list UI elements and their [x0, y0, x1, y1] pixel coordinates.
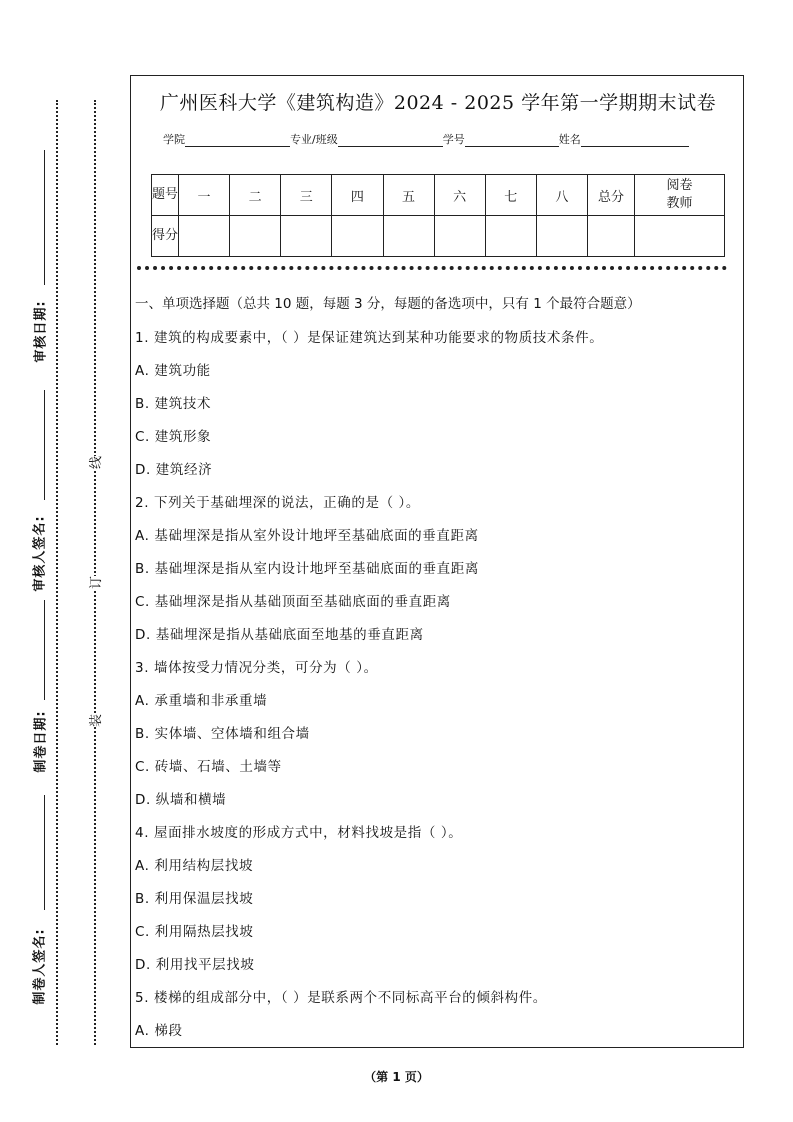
score-cell-total[interactable] [588, 216, 635, 257]
college-label: 学院 [163, 133, 185, 146]
score-col-6: 六 [434, 175, 485, 216]
college-field[interactable] [185, 134, 290, 147]
seal-line-char: 线 [82, 456, 107, 469]
name-label: 姓名 [558, 133, 581, 146]
question-3-option-c: C. 砖墙、石墙、土墙等 [135, 759, 282, 775]
binding-dotted-line-inner [94, 100, 96, 1045]
question-2-option-d: D. 基础埋深是指从基础底面至地基的垂直距离 [135, 627, 424, 643]
name-field[interactable] [581, 134, 689, 147]
paper-maker-signature-label: 制卷人签名: [27, 928, 50, 1004]
score-table-score-row [152, 216, 725, 257]
score-cell-3[interactable] [281, 216, 332, 257]
question-1-option-a: A. 建筑功能 [135, 363, 211, 379]
question-3-option-a: A. 承重墙和非承重墙 [135, 693, 268, 709]
question-4-option-c: C. 利用隔热层找坡 [135, 924, 254, 940]
exam-paper-frame [130, 75, 744, 1048]
score-cell-reviewer[interactable] [635, 216, 725, 257]
review-date-blank[interactable] [44, 150, 45, 285]
question-3-stem: 3. 墙体按受力情况分类，可分为（ ）。 [135, 660, 378, 676]
score-col-7: 七 [485, 175, 536, 216]
major-class-label: 专业/班级 [290, 133, 338, 146]
question-4-stem: 4. 屋面排水坡度的形成方式中，材料找坡是指（ ）。 [135, 825, 463, 841]
question-2-option-b: B. 基础埋深是指从室内设计地坪至基础底面的垂直距离 [135, 561, 479, 577]
question-5-stem: 5. 楼梯的组成部分中，（ ）是联系两个不同标高平台的倾斜构件。 [135, 990, 547, 1006]
student-id-label: 学号 [442, 133, 465, 146]
score-cell-4[interactable] [332, 216, 383, 257]
score-col-3: 三 [281, 175, 332, 216]
score-cell-8[interactable] [536, 216, 587, 257]
seal-staple-char: 装 [82, 714, 107, 727]
question-1-option-d: D. 建筑经济 [135, 462, 213, 478]
paper-date-label: 制卷日期: [28, 710, 51, 772]
score-col-2: 二 [230, 175, 281, 216]
major-class-field[interactable] [338, 134, 443, 147]
student-info-row [163, 131, 689, 147]
score-col-5: 五 [383, 175, 434, 216]
question-number-label: 题号 [152, 175, 179, 216]
score-cell-2[interactable] [230, 216, 281, 257]
question-1-option-b: B. 建筑技术 [135, 396, 212, 412]
reviewer-signature-blank[interactable] [44, 390, 45, 500]
score-cell-7[interactable] [485, 216, 536, 257]
seal-bind-char: 订 [82, 576, 107, 589]
score-table [151, 174, 725, 257]
paper-date-blank[interactable] [44, 600, 45, 700]
score-cell-1[interactable] [179, 216, 230, 257]
score-cell-6[interactable] [434, 216, 485, 257]
review-date-label: 审核日期: [28, 300, 51, 362]
section-heading: 一、单项选择题（总共 10 题，每题 3 分，每题的备选项中，只有 1 个最符合题意） [135, 296, 641, 312]
question-3-option-b: B. 实体墙、空体墙和组合墙 [135, 726, 310, 742]
score-col-8: 八 [536, 175, 587, 216]
question-2-option-a: A. 基础埋深是指从室外设计地坪至基础底面的垂直距离 [135, 528, 479, 544]
student-id-field[interactable] [465, 134, 559, 147]
exam-title: 广州医科大学《建筑构造》2024 - 2025 学年第一学期期末试卷 [159, 92, 717, 114]
binding-dotted-line-outer [56, 100, 58, 1045]
dotted-separator [137, 266, 727, 270]
score-col-4: 四 [332, 175, 383, 216]
reviewer-signature-label: 审核人签名: [27, 515, 50, 591]
score-col-total: 总分 [588, 175, 635, 216]
question-4-option-d: D. 利用找平层找坡 [135, 957, 255, 973]
question-list [135, 326, 603, 1052]
score-table-header-row [152, 175, 725, 216]
score-cell-5[interactable] [383, 216, 434, 257]
question-5-option-a: A. 梯段 [135, 1023, 183, 1039]
question-1-option-c: C. 建筑形象 [135, 429, 212, 445]
question-4-option-a: A. 利用结构层找坡 [135, 858, 254, 874]
question-1-stem: 1. 建筑的构成要素中，（ ）是保证建筑达到某种功能要求的物质技术条件。 [135, 330, 604, 346]
question-3-option-d: D. 纵墙和横墙 [135, 792, 227, 808]
question-2-option-c: C. 基础埋深是指从基础顶面至基础底面的垂直距离 [135, 594, 451, 610]
question-4-option-b: B. 利用保温层找坡 [135, 891, 254, 907]
page-number: （第 1 页） [364, 1070, 429, 1084]
question-2-stem: 2. 下列关于基础埋深的说法，正确的是（ ）。 [135, 495, 421, 511]
reviewer-label: 阅卷教师 [635, 175, 725, 216]
score-label: 得分 [152, 216, 179, 257]
paper-maker-signature-blank[interactable] [44, 795, 45, 910]
score-col-1: 一 [179, 175, 230, 216]
